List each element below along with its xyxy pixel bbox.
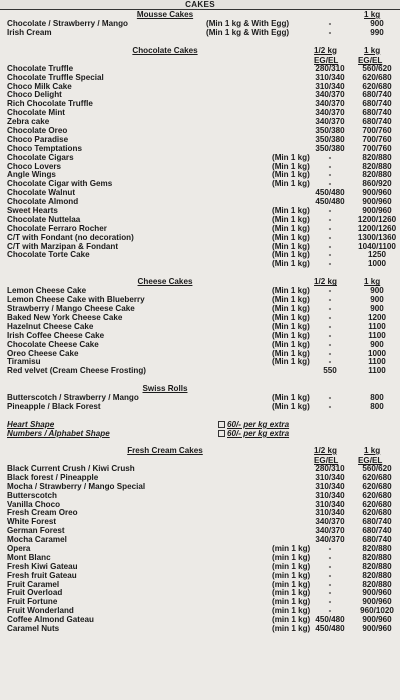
sub-header-half-kg: EG/EL [314,455,339,465]
price-half-kg: - [328,223,332,233]
price-1kg: 700/760 [362,134,392,144]
price-half-kg: 450/480 [315,188,345,198]
price-1kg: 990 [370,27,384,37]
section-title: Mousse Cakes [136,10,194,19]
price-half-kg: - [328,19,332,28]
item-name: Opera [7,543,31,553]
min-order: (Min 1 kg) [272,250,310,260]
price-half-kg: - [328,27,332,37]
price-1kg: 820/880 [362,570,392,580]
min-order: (Min 1 kg) [272,286,310,296]
price-1kg: 900/960 [362,188,392,198]
sub-header-half-kg: EG/EL [314,55,339,65]
price-1kg: 1100 [368,366,386,376]
min-order: (Min 1 kg) [272,223,310,233]
price-half-kg: 340/370 [315,526,345,536]
price-1kg: 820/880 [362,561,392,571]
item-name: Mocha / Strawberry / Mango Special [7,481,146,491]
price-half-kg: - [328,588,332,598]
min-order: (Min 1 kg) [272,161,310,171]
item-name: Chocolate Ferraro Rocher [7,223,107,233]
swiss-rows [0,394,400,412]
price-half-kg: 310/340 [315,499,345,509]
price-half-kg: 550 [323,366,337,376]
price-half-kg: 450/480 [315,197,345,207]
price-1kg: 1000 [367,348,386,358]
item-name: Hazelnut Cheese Cake [7,321,94,331]
checkbox-icon [218,421,225,428]
price-half-kg: - [328,206,332,216]
item-name: Chocolate Truffle [7,63,74,73]
item-name: White Forest [7,517,57,527]
cheese-rows [0,287,400,376]
col-header-half-kg: 1/2 kg [314,445,337,455]
min-order: (min 1 kg) [272,543,311,553]
price-1kg: 860/920 [362,179,392,189]
item-name: Butterscotch [7,490,57,500]
menu-row [0,572,400,581]
price-1kg: 900 [370,19,384,28]
item-name: Chocolate Walnut [7,188,76,198]
section-header-chocolate [0,46,400,56]
item-name: Fruit Overload [7,588,63,598]
item-name: Strawberry / Mango Cheese Cake [7,304,135,314]
price-1kg: 1000 [367,259,386,269]
item-name: Butterscotch / Strawberry / Mango [7,393,139,403]
menu-row [0,536,400,545]
price-1kg: 900 [370,339,384,349]
item-name: Oreo Cheese Cake [7,348,79,358]
item-name: Chocolate / Strawberry / Mango [7,19,128,28]
price-1kg: 1100 [368,357,386,367]
min-order: (Min 1 kg) [272,357,310,367]
price-half-kg: 310/340 [315,508,345,518]
price-1kg: 820/880 [362,161,392,171]
price-1kg: 680/740 [362,517,392,527]
price-1kg: 1200/1260 [357,214,397,224]
price-1kg: 900 [370,295,384,305]
price-1kg: 820/880 [362,579,392,589]
item-name: C/T with Fondant (no decoration) [7,232,134,242]
item-name: Choco Milk Cake [7,81,72,91]
min-order: (Min 1 kg) [272,179,310,189]
item-name: Chocolate Cheese Cake [7,339,99,349]
min-order: (Min 1 kg) [272,170,310,180]
price-half-kg: - [328,579,332,589]
price-half-kg: - [328,321,332,331]
price-half-kg: - [328,312,332,322]
section-header-fresh [0,446,400,456]
menu-row [0,29,400,38]
price-half-kg: - [328,152,332,162]
item-name: Choco Temptations [7,143,82,153]
price-half-kg: - [328,606,332,616]
price-half-kg: - [328,348,332,358]
menu-row [0,403,400,412]
price-1kg: 820/880 [362,152,392,162]
min-order: (Min 1 kg) [272,321,310,331]
min-order: (Min 1 kg) [272,402,310,412]
price-half-kg: 280/310 [315,63,345,73]
min-order: (Min 1 kg) [272,304,310,314]
price-half-kg: - [328,393,332,403]
min-order: (min 1 kg) [272,623,311,633]
price-1kg: 900/960 [362,197,392,207]
price-1kg: 680/740 [362,108,392,118]
price-half-kg: 340/370 [315,99,345,109]
item-name: Mocha Caramel [7,535,67,545]
item-name: Tiramisu [7,357,41,367]
col-header-1kg: 1 kg [364,10,381,19]
price-half-kg: 310/340 [315,481,345,491]
price-1kg: 1300/1360 [357,232,397,242]
min-order: (Min 1 kg) [272,312,310,322]
price-half-kg: - [328,339,332,349]
price-1kg: 620/680 [362,481,392,491]
item-name: Lemon Cheese Cake [7,286,87,296]
price-1kg: 1200 [367,312,386,322]
price-half-kg: - [328,561,332,571]
item-name: Baked New York Cheese Cake [7,312,123,322]
price-1kg: 900 [370,286,384,296]
col-header-1kg: 1 kg [364,277,381,287]
min-order: (min 1 kg) [272,588,311,598]
item-name: Choco Paradise [7,134,69,144]
price-1kg: 900/960 [362,597,392,607]
menu-row [0,163,400,172]
item-name: Chocolate Cigar with Gems [7,179,113,189]
min-order: (Min 1 kg) [272,232,310,242]
item-name: Black Current Crush / Kiwi Crush [7,463,135,473]
price-half-kg: - [328,597,332,607]
min-order: (min 1 kg) [272,615,311,625]
min-order: (Min 1 kg) [272,259,310,269]
min-order: (Min 1 kg) [272,206,310,216]
price-1kg: 900 [370,304,384,314]
item-name: Irish Cream [7,27,52,37]
menu-row [0,198,400,207]
menu-row [0,545,400,554]
item-name: Red velvet (Cream Cheese Frosting) [7,366,146,376]
item-name: German Forest [7,526,65,536]
price-half-kg: 350/380 [315,126,345,136]
price-1kg: 680/740 [362,99,392,109]
price-1kg: 960/1020 [360,606,394,616]
price-1kg: 900/960 [362,588,392,598]
price-1kg: 620/680 [362,499,392,509]
item-name: Coffee Almond Gateau [7,615,94,625]
price-1kg: 1100 [368,330,386,340]
item-name: Fresh fruit Gateau [7,570,77,580]
item-name: Chocolate Almond [7,197,79,207]
min-order: (min 1 kg) [272,597,311,607]
price-half-kg: 340/370 [315,117,345,127]
price-1kg: 560/620 [362,463,392,473]
item-name: Choco Lovers [7,161,61,171]
price-1kg: 680/740 [362,535,392,545]
col-header-1kg: 1 kg [364,45,381,55]
min-order: (Min 1 kg) [272,330,310,340]
item-name: Pineapple / Black Forest [7,402,101,412]
min-order: (Min 1 kg) [272,214,310,224]
item-name: Chocolate Nuttelaa [7,214,81,224]
item-name: Chocolate Truffle Special [7,72,104,82]
price-half-kg: 450/480 [315,615,345,625]
item-name: Chocolate Mint [7,108,66,118]
price-half-kg: - [328,304,332,314]
min-order: (min 1 kg) [272,579,311,589]
item-name: Vanilla Choco [7,499,61,509]
min-order: (Min 1 kg) [272,339,310,349]
checkbox-icon [218,430,225,437]
price-1kg: 800 [370,402,384,412]
price-half-kg: - [328,402,332,412]
section-title: Cheese Cakes [137,277,193,287]
price-1kg: 700/760 [362,143,392,153]
price-half-kg: - [328,357,332,367]
item-name: Chocolate Cigars [7,152,74,162]
price-half-kg: - [328,250,332,260]
item-name: Irish Coffee Cheese Cake [7,330,105,340]
item-name: Chocolate Oreo [7,126,68,136]
min-order: (Min 1 kg) [272,295,310,305]
price-half-kg: 310/340 [315,72,345,82]
item-name: Black forest / Pineapple [7,472,99,482]
extra-number-shape [0,429,400,438]
item-name: Fruit Wonderland [7,606,74,616]
price-1kg: 820/880 [362,170,392,180]
price-half-kg: - [328,259,332,269]
item-name: Fruit Caramel [7,579,60,589]
price-1kg: 820/880 [362,552,392,562]
item-name: Chocolate Torte Cake [7,250,90,260]
price-half-kg: - [328,286,332,296]
price-1kg: 560/620 [362,63,392,73]
min-order: (min 1 kg) [272,552,311,562]
price-1kg: 900/960 [362,206,392,216]
item-name: Fresh Cream Oreo [7,508,78,518]
price-half-kg: 350/380 [315,143,345,153]
price-half-kg: 280/310 [315,463,345,473]
price-half-kg: - [328,214,332,224]
price-half-kg: - [328,570,332,580]
menu-row [0,350,400,359]
menu-banner: CAKES [0,0,400,10]
price-half-kg: - [328,161,332,171]
min-order: (Min 1 kg) [272,348,310,358]
chocolate-rows [0,65,400,269]
price-1kg: 1040/1100 [358,241,396,251]
item-name: Caramel Nuts [7,623,60,633]
min-order: (min 1 kg) [272,570,311,580]
menu-row [0,251,400,260]
item-name: Fruit Fortune [7,597,58,607]
price-half-kg: - [328,232,332,242]
menu-row [0,260,400,269]
mousse-rows [0,20,400,38]
price-half-kg: - [328,543,332,553]
price-half-kg: 310/340 [315,472,345,482]
price-1kg: 620/680 [362,490,392,500]
col-header-1kg: 1 kg [364,445,381,455]
extra-price: 60/- per kg extra [218,420,289,429]
price-half-kg: 350/380 [315,134,345,144]
extra-name: Numbers / Alphabet Shape [7,428,110,438]
price-half-kg: 310/340 [315,81,345,91]
price-1kg: 620/680 [362,472,392,482]
price-half-kg: - [328,241,332,251]
menu-row [0,367,400,376]
price-half-kg: 340/370 [315,535,345,545]
item-name: Angle Wings [7,170,56,180]
price-1kg: 680/740 [362,526,392,536]
item-name: Mont Blanc [7,552,51,562]
min-order: (min 1 kg) [272,561,311,571]
price-half-kg: 310/340 [315,490,345,500]
price-half-kg: - [328,552,332,562]
price-1kg: 620/680 [362,508,392,518]
price-1kg: 900/960 [362,623,392,633]
item-name: Rich Chocolate Truffle [7,99,93,109]
price-1kg: 900/960 [362,615,392,625]
price-1kg: 680/740 [362,117,392,127]
min-order: (Min 1 kg & With Egg) [206,27,290,37]
price-half-kg: - [328,179,332,189]
min-order: (min 1 kg) [272,606,311,616]
price-1kg: 1250 [367,250,386,260]
section-title: Chocolate Cakes [132,45,198,55]
price-1kg: 1200/1260 [357,223,397,233]
price-half-kg: - [328,330,332,340]
section-title: Fresh Cream Cakes [127,445,203,455]
price-half-kg: 450/480 [315,623,345,633]
price-1kg: 620/680 [362,81,392,91]
menu-row [0,589,400,598]
item-name: Choco Delight [7,90,62,100]
extra-heart-shape [0,420,400,429]
min-order: (Min 1 kg) [272,241,310,251]
item-name: Fresh Kiwi Gateau [7,561,78,571]
price-1kg: 800 [370,393,384,403]
menu-row [0,625,400,634]
price-half-kg: - [328,295,332,305]
price-1kg: 680/740 [362,90,392,100]
price-half-kg: 340/370 [315,108,345,118]
extra-price: 60/- per kg extra [218,429,289,438]
min-order: (Min 1 kg) [272,393,310,403]
item-name: Lemon Cheese Cake with Blueberry [7,295,145,305]
price-1kg: 700/760 [362,126,392,136]
price-1kg: 820/880 [362,543,392,553]
sub-header-1kg: EG/EL [358,55,383,65]
item-name: C/T with Marzipan & Fondant [7,241,119,251]
extra-name: Heart Shape [7,419,55,429]
min-order: (Min 1 kg) [272,152,310,162]
col-header-half-kg: 1/2 kg [314,45,337,55]
min-order: (Min 1 kg & With Egg) [206,19,290,28]
item-name: Zebra cake [7,117,50,127]
sub-header-1kg: EG/EL [358,455,383,465]
price-half-kg: 340/370 [315,90,345,100]
price-half-kg: 340/370 [315,517,345,527]
col-header-half-kg: 1/2 kg [314,277,337,287]
item-name: Sweet Hearts [7,206,58,216]
price-1kg: 1100 [368,321,386,331]
fresh-rows [0,465,400,634]
menu-row [0,20,400,29]
price-1kg: 620/680 [362,72,392,82]
section-title: Swiss Rolls [142,384,188,394]
price-half-kg: - [328,170,332,180]
